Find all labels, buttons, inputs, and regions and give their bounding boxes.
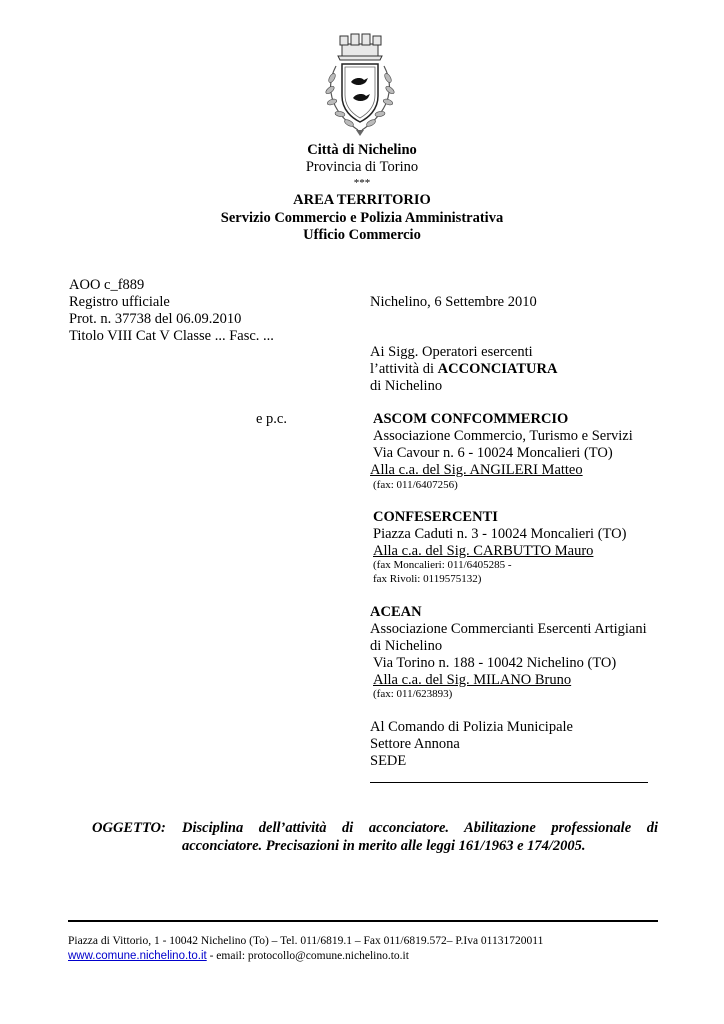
protocol-number: Prot. n. 37738 del 06.09.2010 bbox=[69, 311, 242, 327]
footer-address: Piazza di Vittorio, 1 - 10042 Nichelino (To) – Tel. 011/6819.1 – Fax 011/6819.572– P.Iva 01131720011 bbox=[68, 935, 544, 947]
acean-line1: Associazione Commercianti Esercenti Artigiani bbox=[370, 621, 647, 637]
date-place: Nichelino, 6 Settembre 2010 bbox=[370, 294, 537, 310]
ascom-attn: Alla c.a. del Sig. ANGILERI Matteo bbox=[370, 462, 583, 478]
ascom-name: ASCOM CONFCOMMERCIO bbox=[373, 411, 569, 427]
recipient-line2 bbox=[370, 361, 557, 378]
service-name: Servizio Commercio e Polizia Amministrativa bbox=[220, 210, 504, 226]
classification: Titolo VIII Cat V Classe ... Fasc. ... bbox=[69, 328, 274, 344]
epc-label: e p.c. bbox=[256, 411, 287, 427]
polizia-line1: Al Comando di Polizia Municipale bbox=[370, 719, 573, 735]
confesercenti-fax2: fax Rivoli: 0119575132) bbox=[373, 573, 482, 585]
confesercenti-name: CONFESERCENTI bbox=[373, 509, 498, 525]
city-name: Città di Nichelino bbox=[307, 142, 417, 158]
polizia-line2: Settore Annona bbox=[370, 736, 460, 752]
province: Provincia di Torino bbox=[305, 159, 419, 175]
header-stars: *** bbox=[353, 177, 371, 189]
polizia-line3: SEDE bbox=[370, 753, 407, 769]
recipient-activity: ACCONCIATURA bbox=[437, 361, 558, 377]
footer-contacts bbox=[68, 950, 409, 962]
acean-attn: Alla c.a. del Sig. MILANO Bruno bbox=[373, 672, 572, 688]
confesercenti-address: Piazza Caduti n. 3 - 10024 Moncalieri (TO) bbox=[373, 526, 627, 542]
aoo-code: AOO c_f889 bbox=[69, 277, 145, 293]
recipients-divider bbox=[370, 782, 648, 783]
footer-email: - email: protocollo@comune.nichelino.to.it bbox=[206, 950, 409, 962]
registry: Registro ufficiale bbox=[69, 294, 170, 310]
ascom-line1: Associazione Commercio, Turismo e Servizi bbox=[373, 428, 633, 444]
office-name: Ufficio Commercio bbox=[303, 227, 421, 243]
acean-line2: di Nichelino bbox=[370, 638, 443, 654]
confesercenti-attn: Alla c.a. del Sig. CARBUTTO Mauro bbox=[373, 543, 594, 559]
subject-text: Disciplina dell’attività di acconciatore. Abilitazione professionale di acconciatore. Precisazioni in merito alle leggi 161/1963 e 174/2005. bbox=[182, 820, 658, 854]
area-title: AREA TERRITORIO bbox=[293, 192, 431, 208]
recipient-line1: Ai Sigg. Operatori esercenti bbox=[370, 344, 533, 360]
recipient-line3: di Nichelino bbox=[370, 378, 443, 394]
acean-fax: (fax: 011/623893) bbox=[373, 688, 453, 700]
confesercenti-fax1: (fax Moncalieri: 011/6405285 - bbox=[373, 559, 512, 571]
acean-address: Via Torino n. 188 - 10042 Nichelino (TO) bbox=[373, 655, 617, 671]
acean-name: ACEAN bbox=[370, 604, 422, 620]
ascom-fax: (fax: 011/6407256) bbox=[373, 479, 458, 491]
footer-divider bbox=[68, 920, 658, 922]
city-crest-icon bbox=[318, 30, 402, 142]
recipient-line2-prefix: l’attività di bbox=[370, 361, 438, 377]
ascom-address: Via Cavour n. 6 - 10024 Moncalieri (TO) bbox=[373, 445, 613, 461]
website-link[interactable]: www.comune.nichelino.to.it bbox=[68, 950, 207, 962]
subject-label: OGGETTO: bbox=[92, 820, 166, 836]
